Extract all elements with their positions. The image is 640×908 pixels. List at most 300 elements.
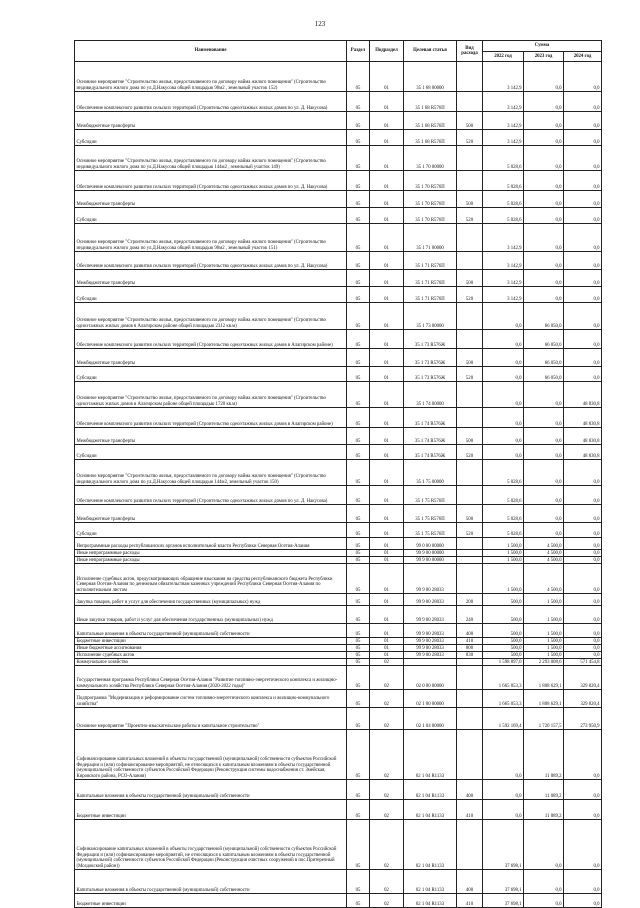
cell-2023: 0,0 [524,428,564,445]
cell-2022: 500,0 [483,652,524,659]
cell-name: Субсидии [75,367,347,382]
cell-2024: 273 950,9 [564,708,602,730]
cell-podrazdel: 01 [370,505,404,523]
cell-2024: 0,0 [564,645,602,652]
table-row [75,708,602,730]
cell-2022: 1 500,0 [483,557,524,564]
cell-2024: 0,0 [564,557,602,564]
cell-name: Основное мероприятие "Строительство жилья, предоставляемого по договору найма жилого помещения" (Строительство индивидуального жилого дома по ул.Д.Накусова общей площадью 144м2 , земельный участок 149) [75,146,347,171]
table-row [75,428,602,445]
cell-name: Основное мероприятие "Проектно-изыскательские работы и капитальное строительство" [75,708,347,730]
cell-2022: 5 028,6 [483,486,524,505]
cell-podrazdel: 01 [370,538,404,550]
cell-razdel: 05 [347,638,370,645]
cell-razdel: 05 [347,624,370,638]
cell-2022: 0,0 [483,303,524,330]
cell-2024: 0,0 [564,191,602,208]
table-row [75,606,602,624]
cell-2024: 0,0 [564,130,602,146]
cell-podrazdel: 01 [370,224,404,252]
cell-name: Субсидии [75,523,347,538]
cell-expense-type: 400 [457,624,483,638]
cell-target-article: 02 1 04 R1133 [404,800,457,820]
cell-name: Бюджетные инвестиции [75,638,347,645]
table-row [75,92,602,112]
cell-2022: 0,0 [483,780,524,800]
cell-2022: 5 028,6 [483,208,524,224]
cell-2023: 0,0 [524,270,564,287]
cell-target-article: 99 9 00 28033 [404,638,457,645]
cell-2023: 11 089,2 [524,780,564,800]
cell-razdel: 05 [347,486,370,505]
cell-target-article: 35 1 71 R576П [404,270,457,287]
cell-name: Бюджетные инвестиции [75,894,347,908]
cell-2022: 0,0 [483,800,524,820]
cell-2023: 0,0 [524,523,564,538]
cell-expense-type: 500 [457,505,483,523]
cell-2023: 1 808 629,1 [524,690,564,708]
cell-2022: 1 665 053,3 [483,690,524,708]
cell-razdel: 05 [347,62,370,92]
cell-expense-type: 800 [457,645,483,652]
cell-target-article: 35 1 74 R576Ж [404,445,457,460]
cell-expense-type: 520 [457,367,483,382]
cell-expense-type [457,564,483,594]
table-row [75,171,602,191]
cell-2024: 0,0 [564,171,602,191]
cell-expense-type [457,690,483,708]
cell-target-article: 35 1 75 00000 [404,460,457,486]
cell-podrazdel: 02 [370,870,404,894]
cell-razdel: 05 [347,171,370,191]
cell-target-article: 99 9 00 28033 [404,564,457,594]
cell-name: Подпрограмма "Модернизация и реформирование систем топливно-энергетического комплекса и жилищно-коммунального хозяйства" [75,690,347,708]
cell-expense-type: 520 [457,445,483,460]
cell-target-article: 99 9 00 28033 [404,606,457,624]
cell-razdel: 05 [347,564,370,594]
cell-2024: 0,0 [564,349,602,367]
header-expense-type: Вид расхода [457,41,483,62]
cell-razdel: 05 [347,303,370,330]
cell-expense-type: 520 [457,130,483,146]
cell-2022: 37 698,1 [483,870,524,894]
table-row [75,270,602,287]
cell-2023: 1 500,0 [524,652,564,659]
cell-2024: 0,0 [564,460,602,486]
cell-2023: 0,0 [524,92,564,112]
cell-name: Капитальные вложения в объекты государственной (муниципальной) собственности [75,870,347,894]
cell-name: Межбюджетные трансферты [75,428,347,445]
cell-expense-type [457,382,483,408]
cell-2023: 0,0 [524,224,564,252]
table-row [75,557,602,564]
cell-2024: 0,0 [564,624,602,638]
table-row [75,820,602,870]
cell-razdel: 05 [347,270,370,287]
cell-2022: 500,0 [483,645,524,652]
cell-2022: 500,0 [483,594,524,606]
cell-razdel: 05 [347,367,370,382]
cell-2023: 1 720 157,5 [524,708,564,730]
cell-2022: 3 142,9 [483,92,524,112]
cell-expense-type [457,330,483,349]
cell-podrazdel: 02 [370,708,404,730]
cell-target-article: 35 1 73 R576Ж [404,367,457,382]
cell-2022: 500,0 [483,606,524,624]
cell-razdel: 05 [347,224,370,252]
cell-expense-type [457,252,483,270]
table-row [75,486,602,505]
cell-razdel: 05 [347,606,370,624]
cell-razdel: 05 [347,146,370,171]
cell-2023: 0,0 [524,208,564,224]
table-row [75,191,602,208]
cell-2024: 0,0 [564,112,602,130]
header-sum: Сумма [483,41,602,52]
cell-target-article: 35 1 71 R576П [404,252,457,270]
cell-name: Обеспечение комплексного развития сельских территорий (Строительство одноэтажных жилых домов по ул. Д. Накусова) [75,486,347,505]
cell-expense-type: 410 [457,638,483,645]
cell-expense-type [457,659,483,666]
header-podrazdel: Подраздел [370,41,404,62]
cell-2023: 0,0 [524,408,564,428]
cell-2024: 329 820,4 [564,666,602,690]
cell-podrazdel: 01 [370,445,404,460]
cell-2023: 66 050,0 [524,303,564,330]
cell-podrazdel: 01 [370,428,404,445]
table-row [75,382,602,408]
cell-2024: 0,0 [564,564,602,594]
cell-podrazdel: 01 [370,606,404,624]
cell-target-article: 02 1 04 R1133 [404,870,457,894]
cell-podrazdel: 01 [370,112,404,130]
table-row [75,645,602,652]
table-body [75,62,602,908]
cell-name: Межбюджетные трансферты [75,505,347,523]
cell-2024: 329 820,4 [564,690,602,708]
cell-expense-type [457,460,483,486]
cell-razdel: 05 [347,92,370,112]
cell-podrazdel: 01 [370,645,404,652]
cell-expense-type: 400 [457,870,483,894]
cell-target-article: 02 0 00 00000 [404,666,457,690]
cell-2022: 5 028,6 [483,523,524,538]
cell-2022: 5 028,6 [483,146,524,171]
table-row [75,690,602,708]
cell-expense-type [457,557,483,564]
table-row [75,564,602,594]
cell-expense-type [457,408,483,428]
cell-podrazdel: 02 [370,780,404,800]
cell-podrazdel: 01 [370,460,404,486]
cell-podrazdel: 01 [370,208,404,224]
table-row [75,130,602,146]
cell-razdel: 05 [347,557,370,564]
cell-name: Межбюджетные трансферты [75,191,347,208]
cell-target-article: 02 1 04 R1133 [404,894,457,908]
cell-2023: 1 500,0 [524,645,564,652]
table-row [75,730,602,780]
cell-2023: 0,0 [524,486,564,505]
cell-name: Обеспечение комплексного развития сельских территорий (Строительство одноэтажных жилых домов в Алагирском районе) [75,330,347,349]
cell-podrazdel: 01 [370,408,404,428]
cell-2024: 0,0 [564,486,602,505]
cell-2023: 1 500,0 [524,594,564,606]
cell-2022: 1 665 053,3 [483,666,524,690]
cell-podrazdel: 01 [370,130,404,146]
cell-2022: 0,0 [483,382,524,408]
cell-name: Капитальные вложения в объекты государственной (муниципальной) собственности [75,624,347,638]
cell-expense-type: 410 [457,894,483,908]
table-row [75,445,602,460]
cell-name: Основное мероприятие "Строительство жилья, предоставляемого по договору найма жилого помещения" (Строительство индивидуального жилого дома по ул.Д.Накусова общей площадью 90м2 , земельный участок 152) [75,62,347,92]
cell-target-article: 99 9 00 28033 [404,594,457,606]
cell-2024: 0,0 [564,287,602,303]
cell-expense-type [457,224,483,252]
cell-2024: 0,0 [564,606,602,624]
cell-name: Обеспечение комплексного развития сельских территорий (Строительство одноэтажных жилых домов в Алагирском районе) [75,408,347,428]
cell-expense-type [457,730,483,780]
cell-target-article: 99 9 00 28033 [404,624,457,638]
cell-podrazdel: 01 [370,557,404,564]
cell-name: Иные закупки товаров, работ и услуг для обеспечения государственных (муниципальных) нужд [75,606,347,624]
cell-2024: 0,0 [564,550,602,557]
page-number: 123 [314,20,326,28]
cell-target-article: 35 1 75 R576П [404,486,457,505]
cell-2024: 0,0 [564,252,602,270]
cell-2023: 1 500,0 [524,638,564,645]
cell-target-article: 99 9 00 00000 [404,550,457,557]
cell-target-article: 35 1 74 R576Ж [404,408,457,428]
cell-expense-type [457,171,483,191]
table-row [75,224,602,252]
cell-podrazdel: 01 [370,171,404,191]
cell-podrazdel: 01 [370,486,404,505]
table-row [75,349,602,367]
table-row [75,112,602,130]
cell-2023: 0,0 [524,894,564,908]
cell-name: Межбюджетные трансферты [75,270,347,287]
cell-target-article: 35 1 70 R576П [404,191,457,208]
cell-razdel: 05 [347,780,370,800]
cell-razdel: 05 [347,130,370,146]
cell-target-article: 35 1 70 R576П [404,171,457,191]
header-name: Наименование [75,41,347,62]
cell-2024: 0,0 [564,730,602,780]
cell-target-article: 02 1 04 R1133 [404,780,457,800]
cell-2023: 0,0 [524,505,564,523]
cell-razdel: 05 [347,349,370,367]
table-row [75,505,602,523]
cell-2023: 0,0 [524,252,564,270]
cell-name: Субсидии [75,130,347,146]
cell-expense-type [457,708,483,730]
cell-razdel: 05 [347,112,370,130]
cell-expense-type: 410 [457,800,483,820]
header-razdel: Раздел [347,41,370,62]
cell-target-article: 99 9 00 28033 [404,645,457,652]
cell-name: Софинансирование капитальных вложений в объекты государственной (муниципальной) собственности субъектов Российской Федерации и (или) софинансирование мероприятий, не относящихся к капитальным вложениям в объекты государственной (муниципальной) собственности субъектов Российской Федерации (Реконструкция очистных сооружений в пос.Притеречный (Моздокский район)) [75,820,347,870]
cell-podrazdel: 01 [370,191,404,208]
cell-target-article: 35 1 71 00000 [404,224,457,252]
cell-expense-type [457,92,483,112]
cell-razdel: 05 [347,594,370,606]
cell-target-article: 35 1 70 00000 [404,146,457,171]
cell-expense-type [457,666,483,690]
cell-podrazdel: 01 [370,624,404,638]
cell-name: Иные бюджетные ассигнования [75,645,347,652]
cell-2023: 4 500,0 [524,538,564,550]
cell-razdel: 05 [347,708,370,730]
cell-podrazdel: 01 [370,349,404,367]
cell-2022: 3 142,9 [483,287,524,303]
cell-2024: 571 454,8 [564,659,602,666]
cell-podrazdel: 01 [370,252,404,270]
table-row [75,460,602,486]
cell-2023: 4 500,0 [524,550,564,557]
cell-podrazdel: 01 [370,550,404,557]
cell-podrazdel: 01 [370,564,404,594]
cell-target-article: 99 0 00 00000 [404,538,457,550]
cell-2022: 3 142,9 [483,130,524,146]
cell-podrazdel: 02 [370,666,404,690]
cell-name: Исполнение судебных актов [75,652,347,659]
cell-2024: 0,0 [564,538,602,550]
table-row [75,367,602,382]
cell-2024: 48 830,8 [564,408,602,428]
cell-expense-type [457,550,483,557]
table-row [75,550,602,557]
cell-name: Бюджетные инвестиции [75,800,347,820]
cell-2024: 0,0 [564,800,602,820]
cell-expense-type: 500 [457,270,483,287]
cell-target-article: 35 1 74 R576Ж [404,428,457,445]
table-row [75,780,602,800]
cell-2023: 0,0 [524,112,564,130]
cell-podrazdel: 01 [370,523,404,538]
cell-target-article: 35 1 74 00000 [404,382,457,408]
cell-razdel: 05 [347,550,370,557]
cell-2023: 0,0 [524,382,564,408]
cell-2023: 0,0 [524,130,564,146]
cell-expense-type: 830 [457,652,483,659]
cell-2023: 0,0 [524,870,564,894]
cell-2023: 0,0 [524,146,564,171]
cell-2024: 0,0 [564,208,602,224]
cell-2023: 0,0 [524,460,564,486]
cell-razdel: 05 [347,252,370,270]
table-row [75,894,602,908]
cell-podrazdel: 01 [370,367,404,382]
cell-target-article: 35 1 68 00000 [404,62,457,92]
cell-name: Субсидии [75,445,347,460]
cell-target-article: 35 1 68 R576П [404,92,457,112]
cell-2023: 66 050,0 [524,349,564,367]
cell-podrazdel: 02 [370,800,404,820]
cell-name: Капитальные вложения в объекты государственной (муниципальной) собственности [75,780,347,800]
cell-2023: 0,0 [524,171,564,191]
cell-razdel: 05 [347,460,370,486]
cell-name: Субсидии [75,287,347,303]
cell-2023: 11 089,2 [524,800,564,820]
cell-podrazdel: 02 [370,820,404,870]
cell-2022: 0,0 [483,408,524,428]
cell-name: Субсидии [75,208,347,224]
cell-target-article: 35 1 75 R576П [404,505,457,523]
cell-2023: 1 500,0 [524,624,564,638]
cell-name: Основное мероприятие "Строительство жилья, предоставляемого по договору найма жилого помещения" (Строительство индивидуального жилого дома по ул.Д.Накусова общей площадью 144м2, земельный участок 150) [75,460,347,486]
cell-2022: 500,0 [483,638,524,645]
header-2022: 2022 год [483,52,524,62]
cell-target-article: 35 1 73 R576Ж [404,330,457,349]
cell-2024: 0,0 [564,92,602,112]
cell-2022: 5 028,6 [483,171,524,191]
cell-name: Исполнение судебных актов, предусматривающих обращение взыскания на средства республиканского бюджета Республики Северная Осетия-Алания по денежным обязательствам казенных учреждений Республики Северная Осетия-Алания по исполнительным листам [75,564,347,594]
cell-expense-type: 520 [457,523,483,538]
cell-2024: 48 830,8 [564,382,602,408]
table-row [75,303,602,330]
cell-expense-type [457,486,483,505]
cell-target-article [404,659,457,666]
cell-podrazdel: 01 [370,330,404,349]
cell-2022: 0,0 [483,445,524,460]
cell-razdel: 05 [347,287,370,303]
cell-podrazdel: 01 [370,638,404,645]
cell-name: Государственная программа Республики Северная Осетия-Алания "Развитие топливно-энергетического комплекса и жилищно-коммунального хозяйства Республики Северная Осетия-Алания (2020-2022 годы)" [75,666,347,690]
cell-2022: 1 500,0 [483,538,524,550]
cell-podrazdel: 01 [370,382,404,408]
cell-target-article: 99 9 00 28033 [404,652,457,659]
cell-razdel: 05 [347,208,370,224]
cell-2022: 5 028,6 [483,191,524,208]
cell-expense-type: 500 [457,428,483,445]
cell-2022: 0,0 [483,367,524,382]
cell-razdel: 05 [347,894,370,908]
cell-razdel: 05 [347,645,370,652]
cell-2022: 1 592 169,4 [483,708,524,730]
cell-2023: 4 500,0 [524,557,564,564]
cell-2024: 48 830,8 [564,445,602,460]
cell-2024: 0,0 [564,894,602,908]
cell-2023: 0,0 [524,820,564,870]
cell-target-article: 35 1 73 R576Ж [404,349,457,367]
cell-expense-type [457,538,483,550]
cell-target-article: 02 1 04 R1133 [404,820,457,870]
table-row [75,538,602,550]
cell-2024: 0,0 [564,303,602,330]
cell-podrazdel: 01 [370,594,404,606]
cell-podrazdel: 01 [370,146,404,171]
table-row [75,287,602,303]
cell-2022: 0,0 [483,730,524,780]
cell-name: Софинансирование капитальных вложений в объекты государственной (муниципальной) собственности субъектов Российской Федерации и (или) софинансирование мероприятий, не относящихся к капитальным вложениям в объекты государственной (муниципальной) собственности субъектов Российской Федерации (Реконструкция системы водоснабжения ст. Змейская, Кировского района, РСО-Алания) [75,730,347,780]
cell-2022: 500,0 [483,624,524,638]
cell-razdel: 05 [347,445,370,460]
table-row [75,594,602,606]
cell-razdel: 05 [347,666,370,690]
cell-expense-type: 520 [457,208,483,224]
cell-razdel: 05 [347,523,370,538]
cell-target-article: 35 1 68 R576П [404,130,457,146]
cell-podrazdel: 02 [370,894,404,908]
cell-name: Основное мероприятие "Строительство жилья, предоставляемого по договору найма жилого помещения" (Строительство индивидуального жилого дома по ул.Д.Накусова общей площадью 90м2 , земельный участок 151) [75,224,347,252]
cell-2022: 1 500,0 [483,564,524,594]
cell-expense-type [457,62,483,92]
cell-2023: 0,0 [524,445,564,460]
table-row [75,652,602,659]
cell-razdel: 05 [347,538,370,550]
table-row [75,146,602,171]
